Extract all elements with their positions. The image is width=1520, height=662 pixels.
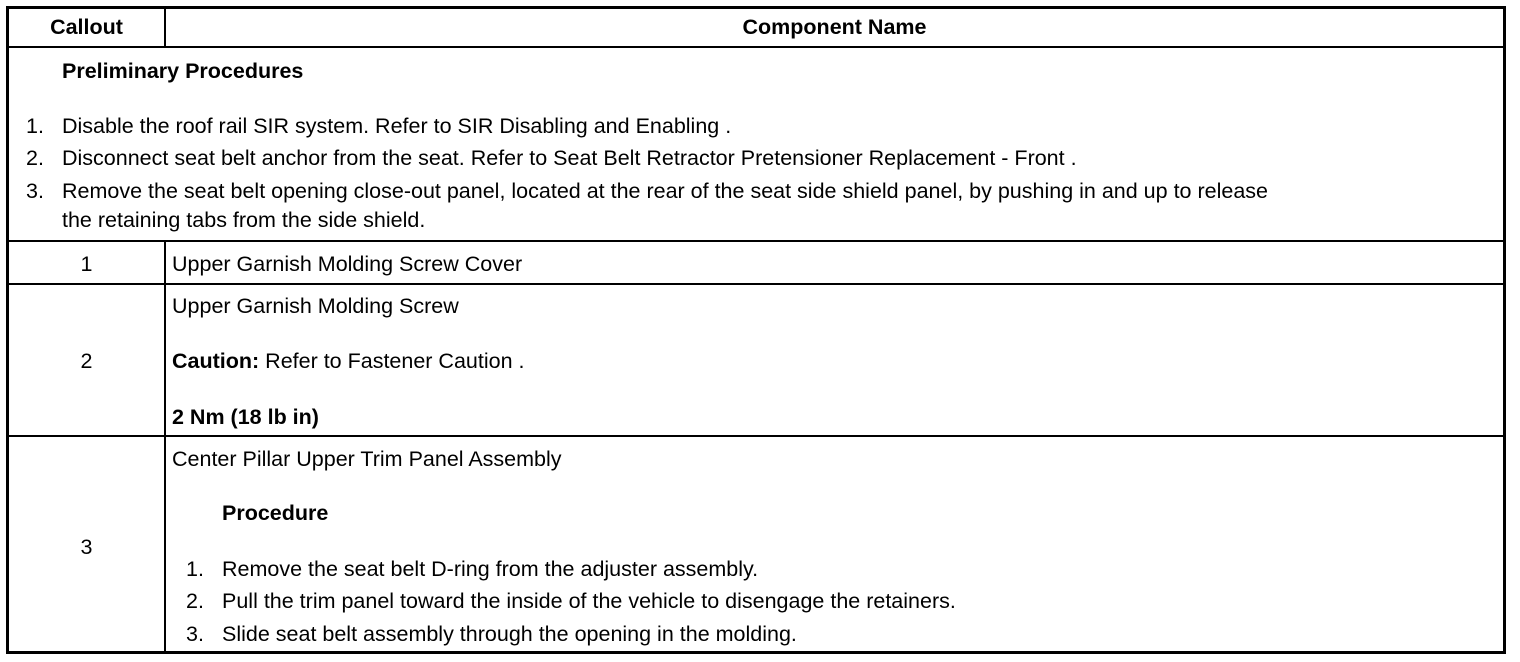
caution-label: Caution: <box>172 349 260 373</box>
prelim-step-3-text-cont: the retaining tabs from the side shield. <box>62 208 426 232</box>
caution-text: Refer to Fastener Caution . <box>259 349 525 373</box>
row2-component-name: Upper Garnish Molding Screw <box>172 294 459 318</box>
prelim-step-2-text: Disconnect seat belt anchor from the seat. Refer to Seat Belt Retractor Pretensioner Replacement - Front . <box>62 146 1077 170</box>
prelim-step-1-num: 1. <box>26 114 44 138</box>
row3-step-2-num: 2. <box>186 589 204 613</box>
prelim-step-2-num: 2. <box>26 146 44 170</box>
prelim-step-3-num: 3. <box>26 179 44 203</box>
row2-callout: 2 <box>80 349 93 373</box>
column-divider-rows <box>164 240 166 651</box>
row2-caution <box>172 348 524 374</box>
row1-callout: 1 <box>80 252 93 276</box>
preliminary-title: Preliminary Procedures <box>62 59 304 83</box>
row3-step-2-text: Pull the trim panel toward the inside of the vehicle to disengage the retainers. <box>222 589 956 613</box>
row3-callout: 3 <box>80 535 93 559</box>
header-divider <box>9 46 1503 48</box>
row3-component-name: Center Pillar Upper Trim Panel Assembly <box>172 447 562 471</box>
preliminary-divider <box>9 240 1503 242</box>
procedure-table <box>6 6 1506 654</box>
row3-procedure-title: Procedure <box>222 501 329 525</box>
row3-step-1-text: Remove the seat belt D-ring from the adjuster assembly. <box>222 557 759 581</box>
row3-step-3-num: 3. <box>186 622 204 646</box>
header-callout: Callout <box>50 15 123 39</box>
header-component-name: Component Name <box>742 15 927 39</box>
prelim-step-3-text: Remove the seat belt opening close-out panel, located at the rear of the seat side shield panel, by pushing in and up to release <box>62 179 1268 203</box>
row3-step-3-text: Slide seat belt assembly through the opening in the molding. <box>222 622 797 646</box>
row3-step-1-num: 1. <box>186 557 204 581</box>
prelim-step-1-text: Disable the roof rail SIR system. Refer to SIR Disabling and Enabling . <box>62 114 732 138</box>
row1-component-name: Upper Garnish Molding Screw Cover <box>172 252 523 276</box>
row2-divider <box>9 435 1503 437</box>
row2-torque: 2 Nm (18 lb in) <box>172 405 319 429</box>
row1-divider <box>9 283 1503 285</box>
